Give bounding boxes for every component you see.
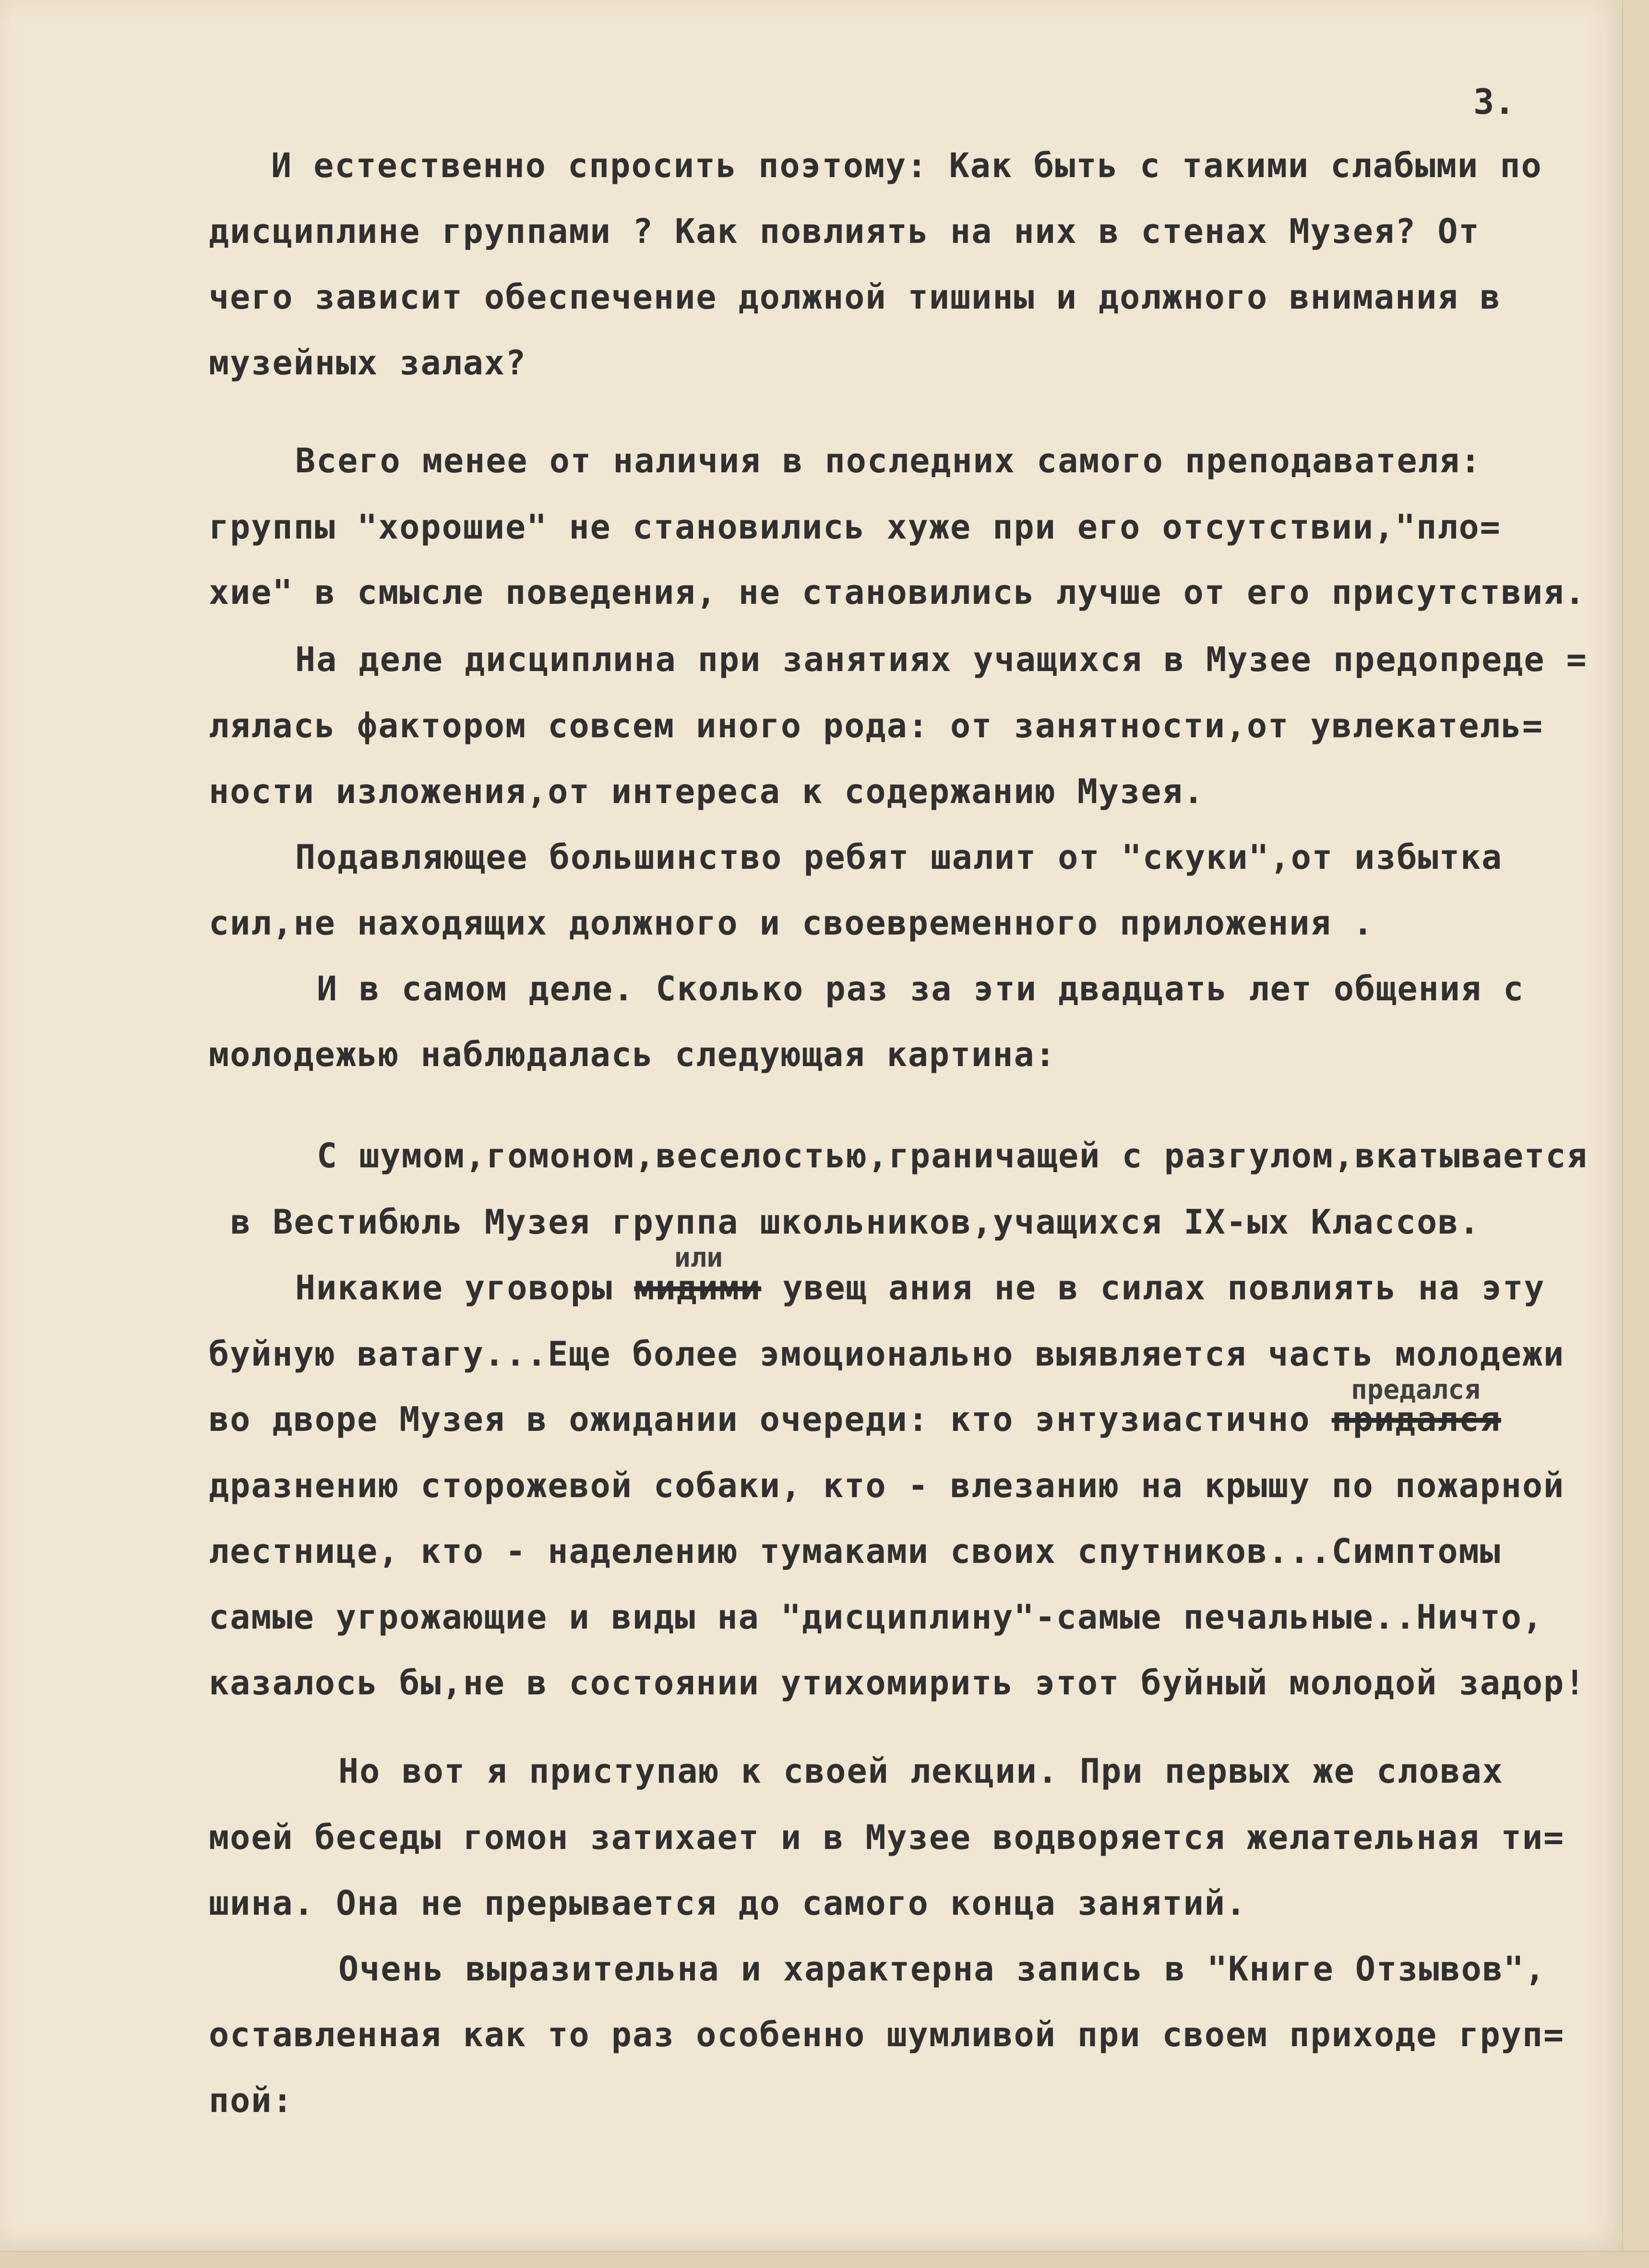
text-line-20: дразнению сторожевой собаки, кто - влезанию на крышу по пожарной <box>209 1466 1565 1505</box>
text-line-22: самые угрожающие и виды на "дисциплину"-самые печальные..Ничто, <box>209 1597 1544 1637</box>
text-line-3: чего зависит обеспечение должной тишины и должного внимания в <box>209 277 1501 317</box>
text-line-6: группы "хорошие" не становились хуже при его отсутствии,"пло= <box>209 507 1501 547</box>
page-edge-bottom <box>0 2251 1649 2268</box>
struck-word-line20: придался <box>1331 1400 1501 1439</box>
text-line-24: Но вот я приступаю к своей лекции. При первых же словах <box>338 1752 1504 1791</box>
text-line-2: дисциплине группами ? Как повлиять на них в стенах Музея? От <box>209 212 1480 251</box>
text-line-18: буйную ватагу...Еще более эмоционально выявляется часть молодежи <box>209 1334 1565 1374</box>
text-line-16: в Вестибюль Музея группа школьников,учащихся IX-ых Классов. <box>230 1202 1481 1242</box>
text-line-23: казалось бы,не в состоянии утихомирить этот буйный молодой задор! <box>209 1663 1586 1703</box>
text-line-19 <box>209 1400 1501 1439</box>
text-line-11: Подавляющее большинство ребят шалит от "скуки",от избытка <box>295 838 1503 877</box>
text-line-13: И в самом деле. Сколько раз за эти двадцать лет общения с <box>317 969 1525 1008</box>
text-line-25: моей беседы гомон затихает и в Музее водворяется желательная ти= <box>209 1818 1565 1857</box>
text-line-12: сил,не находящих должного и своевременного приложения . <box>209 903 1374 943</box>
page-edge-right <box>1622 0 1649 2267</box>
line-19-start: во дворе Музея в ожидании очереди: кто энтузиастично <box>209 1400 1311 1439</box>
struck-word-line17: мидими <box>634 1268 762 1308</box>
text-line-27: Очень выразительна и характерна запись в "Книге Отзывов", <box>338 1949 1546 1989</box>
text-line-17 <box>295 1268 1545 1308</box>
line-17-end: увещ ания не в силах повлиять на эту <box>782 1268 1545 1308</box>
text-line-21: лестнице, кто - наделению тумаками своих спутников...Симптомы <box>209 1532 1501 1571</box>
text-line-9: лялась фактором совсем иного рода: от занятности,от увлекатель= <box>209 706 1544 745</box>
text-line-10: ности изложения,от интереса к содержанию Музея. <box>209 772 1205 811</box>
text-line-5: Всего менее от наличия в последних самого преподавателя: <box>295 441 1482 480</box>
page-number: 3. <box>1473 82 1515 122</box>
handwritten-insertion-ili: или <box>674 1242 723 1273</box>
text-line-28: оставленная как то раз особенно шумливой при своем приходе груп= <box>209 2015 1565 2054</box>
text-line-8: На деле дисциплина при занятиях учащихся в Музее предопреде = <box>295 640 1588 679</box>
handwritten-insertion-predalsya: предался <box>1351 1374 1481 1405</box>
text-line-15: С шумом,гомоном,веселостью,граничащей с разгулом,вкатывается <box>317 1136 1588 1176</box>
text-line-4: музейных залах? <box>209 343 527 383</box>
text-line-26: шина. Она не прерывается до самого конца занятий. <box>209 1884 1247 1923</box>
text-line-7: хие" в смысле поведения, не становились лучше от его присутствия. <box>209 573 1586 612</box>
text-line-1: И естественно спросить поэтому: Как быть с такими слабыми по <box>271 146 1542 185</box>
line-17-start: Никакие уговоры <box>295 1268 613 1308</box>
text-line-14: молодежью наблюдалась следующая картина: <box>209 1035 1056 1074</box>
text-line-29: пой: <box>209 2081 294 2120</box>
